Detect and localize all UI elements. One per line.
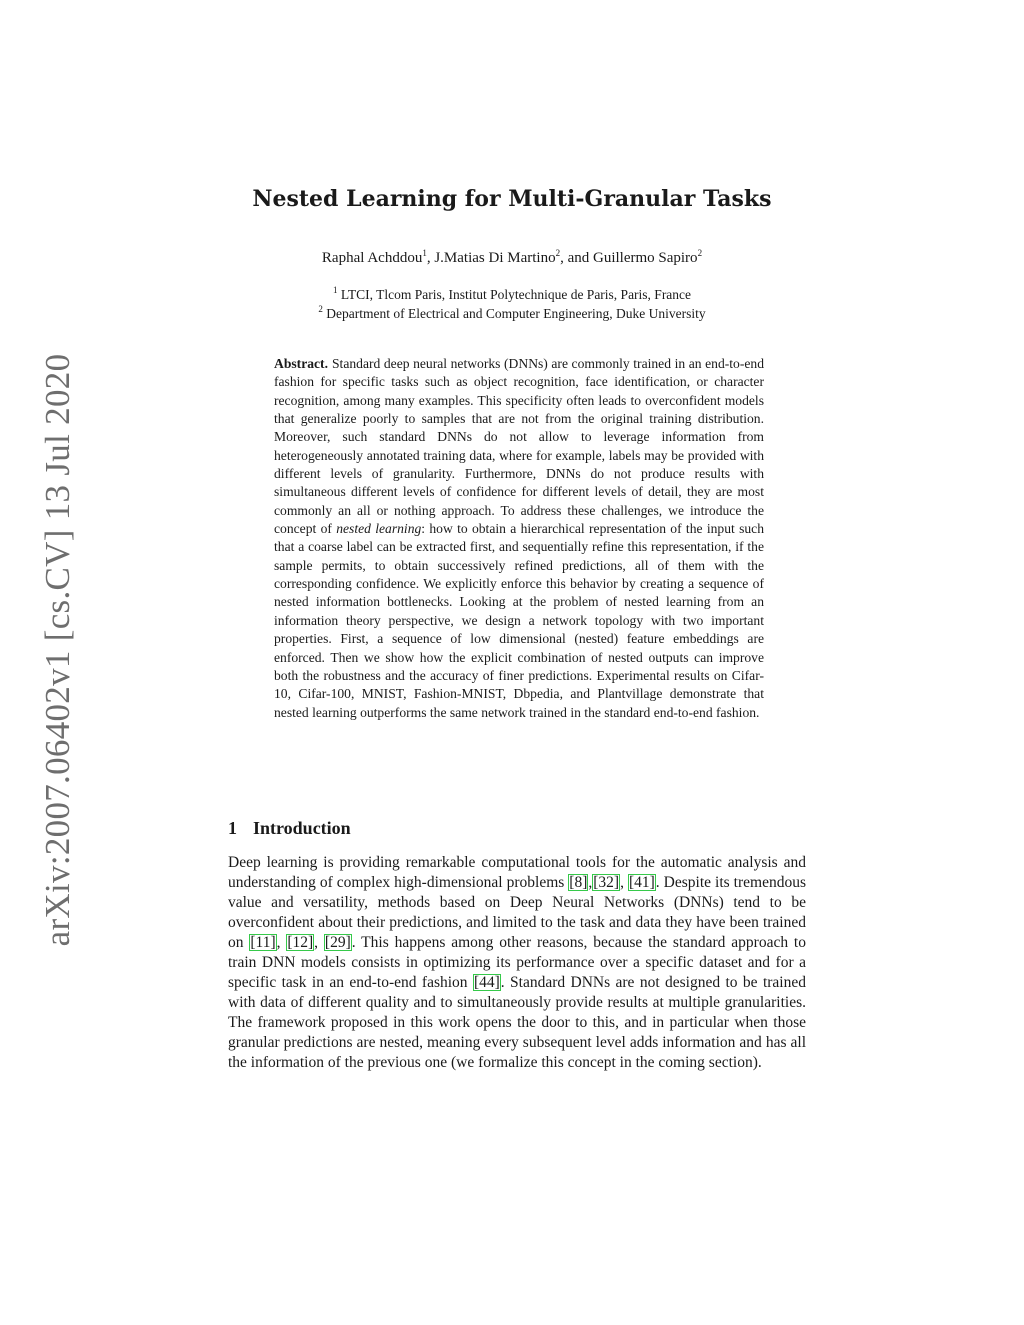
body-text: , bbox=[276, 934, 287, 952]
author-name: Raphal Achddou bbox=[321, 250, 423, 266]
abstract-text: Standard deep neural networks (DNNs) are commonly trained in an end-to-end fashion for specific tasks such as object recognition, face identification, or character recognition, among many examples. This specificity often leads to overconfident models that generalize poorly to samples that are not from the original training distribution. Moreover, such standard DNNs do not allow to leverage information from heterogeneously annotated training data, where for example, labels may be provided with different levels of granularity. Furthermore, DNNs do not produce results with simultaneous different levels of confidence for different levels of detail, they are most commonly an all or nothing approach. To address these challenges, we introduce the concept of bbox=[274, 356, 764, 537]
introduction-paragraph bbox=[228, 853, 806, 1074]
abstract-emphasis: nested learning bbox=[336, 521, 422, 537]
affiliation-text: Department of Electrical and Computer Engineering, Duke University bbox=[326, 306, 706, 321]
body-text: , bbox=[620, 874, 628, 892]
body-text: . This happens among other reasons, because the standard approach to train DNN models consists in optimizing its performance over a specific dataset and for a specific task in an end-to-end fashion bbox=[228, 934, 806, 992]
citation-link[interactable]: [11] bbox=[250, 934, 276, 952]
section-number: 1 bbox=[228, 818, 237, 838]
abstract bbox=[274, 355, 764, 722]
section-heading bbox=[228, 818, 351, 839]
abstract-label: Abstract. bbox=[274, 356, 328, 371]
citation-link[interactable]: [41] bbox=[628, 874, 655, 892]
citation-link[interactable]: [8] bbox=[569, 874, 588, 892]
paper-title: Nested Learning for Multi-Granular Tasks bbox=[252, 186, 772, 212]
author-list bbox=[0, 250, 1024, 267]
affiliation-text: LTCI, Tlcom Paris, Institut Polytechnique de Paris, Paris, France bbox=[340, 287, 692, 302]
affiliation-marker: 1 bbox=[422, 248, 427, 258]
citation-link[interactable]: [44] bbox=[473, 974, 500, 992]
affiliation-2 bbox=[0, 306, 1024, 322]
body-text: . Despite its tremendous value and versatility, methods based on Deep Neural Networks (DNNs) tend to be overconfident about their predictions, and limited to the task and data they have been trained on bbox=[228, 874, 806, 952]
arxiv-identifier-stamp: arXiv:2007.06402v1 [cs.CV] 13 Jul 2020 bbox=[38, 353, 77, 947]
affiliation-marker: 2 bbox=[318, 304, 323, 314]
citation-link[interactable]: [29] bbox=[324, 934, 351, 952]
author-name: , J.Matias Di Martino bbox=[426, 250, 556, 266]
citation-link[interactable]: [12] bbox=[287, 934, 314, 952]
affiliation-marker: 1 bbox=[332, 285, 338, 295]
citation-link[interactable]: [32] bbox=[593, 874, 620, 892]
body-text: , bbox=[588, 874, 593, 892]
body-text: , bbox=[314, 934, 324, 952]
body-text: Deep learning is providing remarkable computational tools for the automatic analysis and understanding of complex high-dimensional problems bbox=[228, 854, 806, 892]
abstract-text: : how to obtain a hierarchical representation of the input such that a coarse label can be extracted first, and sequentially refine this representation, if the sample permits, to obtain successively refined predictions, all of them with the corresponding confidence. We explicitly enforce this behavior by creating a sequence of nested information bottlenecks. Looking at the problem of nested learning from an information theory perspective, we design a network topology with two important properties. First, a sequence of low dimensional (nested) feature embeddings are enforced. Then we show how the explicit combination of nested outputs can improve both the robustness and the accuracy of finer predictions. Experimental results on Cifar-10, Cifar-100, MNIST, Fashion-MNIST, Dbpedia, and Plantvillage demonstrate that nested learning outperforms the same network trained in the standard end-to-end fashion. bbox=[274, 521, 764, 720]
body-text: . Standard DNNs are not designed to be trained with data of different quality and to simultaneously provide results at multiple granularities. The framework proposed in this work opens the door to this, and in particular when those granular predictions are nested, meaning every subsequent level adds information and has all the information of the previous one (we formalize this concept in the coming section). bbox=[228, 974, 806, 1072]
affiliation-marker: 2 bbox=[697, 248, 703, 258]
affiliation-1 bbox=[0, 287, 1024, 303]
affiliation-marker: 2 bbox=[555, 248, 561, 258]
author-name: , and Guillermo Sapiro bbox=[560, 250, 698, 266]
section-title: Introduction bbox=[253, 818, 351, 838]
